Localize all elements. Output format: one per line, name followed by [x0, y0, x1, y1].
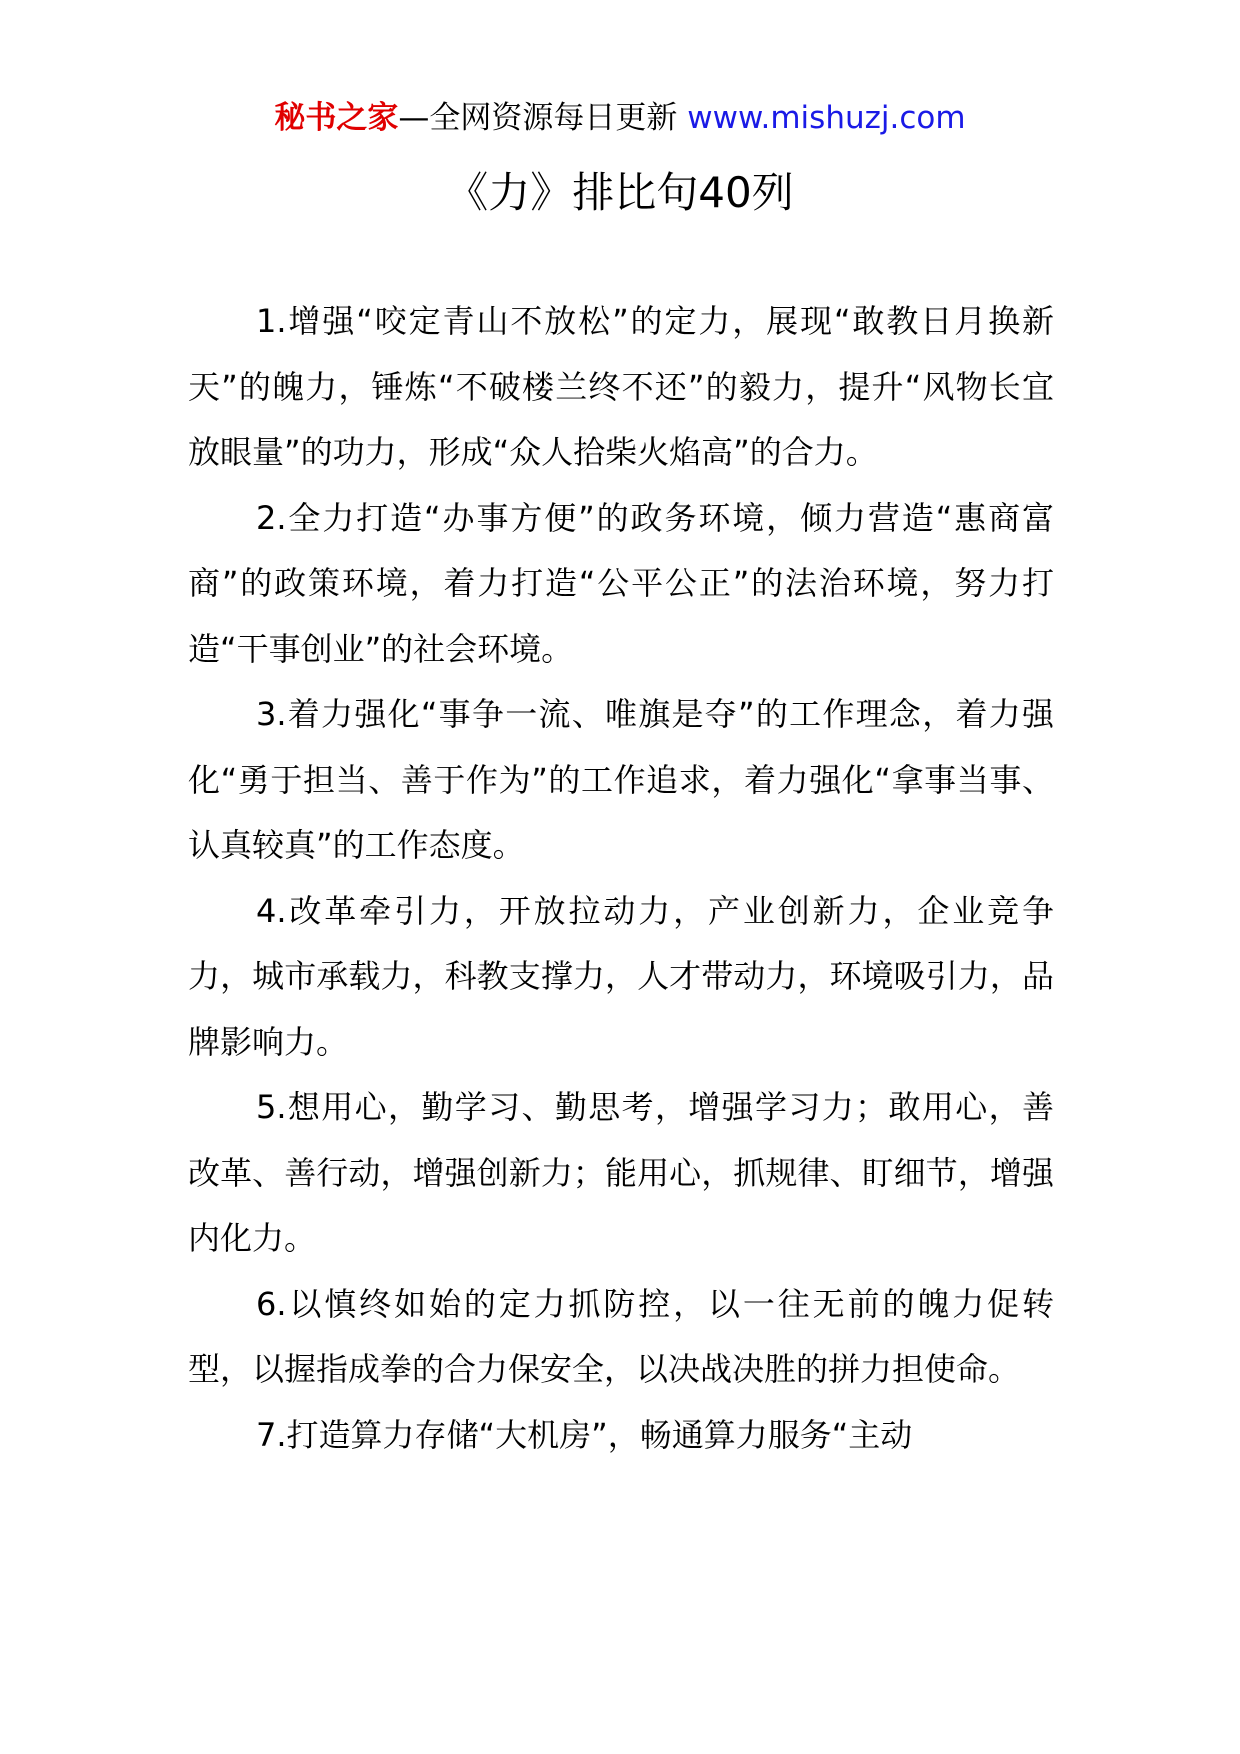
paragraph-6: 6.以慎终如始的定力抓防控，以一往无前的魄力促转型，以握指成拳的合力保安全，以决战决胜的拼力担使命。 [188, 1284, 1054, 1388]
paragraph-1: 1.增强“咬定青山不放松”的定力，展现“敢教日月换新天”的魄力，锤炼“不破楼兰终不还”的毅力，提升“风物长宜放眼量”的功力，形成“众人拾柴火焰高”的合力。 [188, 302, 1054, 471]
site-header [0, 96, 1240, 140]
header-tagline: —全网资源每日更新 [398, 100, 688, 136]
document-body [188, 289, 1054, 1468]
paragraph-7: 7.打造算力存储“大机房”，畅通算力服务“主动 [256, 1415, 913, 1454]
paragraph-5: 5.想用心，勤学习、勤思考，增强学习力；敢用心，善改革、善行动，增强创新力；能用心，抓规律、盯细节，增强内化力。 [188, 1088, 1054, 1257]
document-title: 《力》排比句40列 [446, 168, 794, 217]
paragraph-2: 2.全力打造“办事方便”的政务环境，倾力营造“惠商富商”的政策环境，着力打造“公平公正”的法治环境，努力打造“干事创业”的社会环境。 [188, 498, 1054, 668]
brand-name: 秘书之家 [274, 100, 399, 136]
paragraph-3: 3.着力强化“事争一流、唯旗是夺”的工作理念，着力强化“勇于担当、善于作为”的工作追求，着力强化“拿事当事、认真较真”的工作态度。 [188, 695, 1054, 864]
site-url-link[interactable]: www.mishuzj.com [687, 100, 966, 136]
paragraph-4: 4.改革牵引力，开放拉动力，产业创新力，企业竞争力，城市承载力，科教支撑力，人才带动力，环境吸引力，品牌影响力。 [188, 891, 1054, 1061]
